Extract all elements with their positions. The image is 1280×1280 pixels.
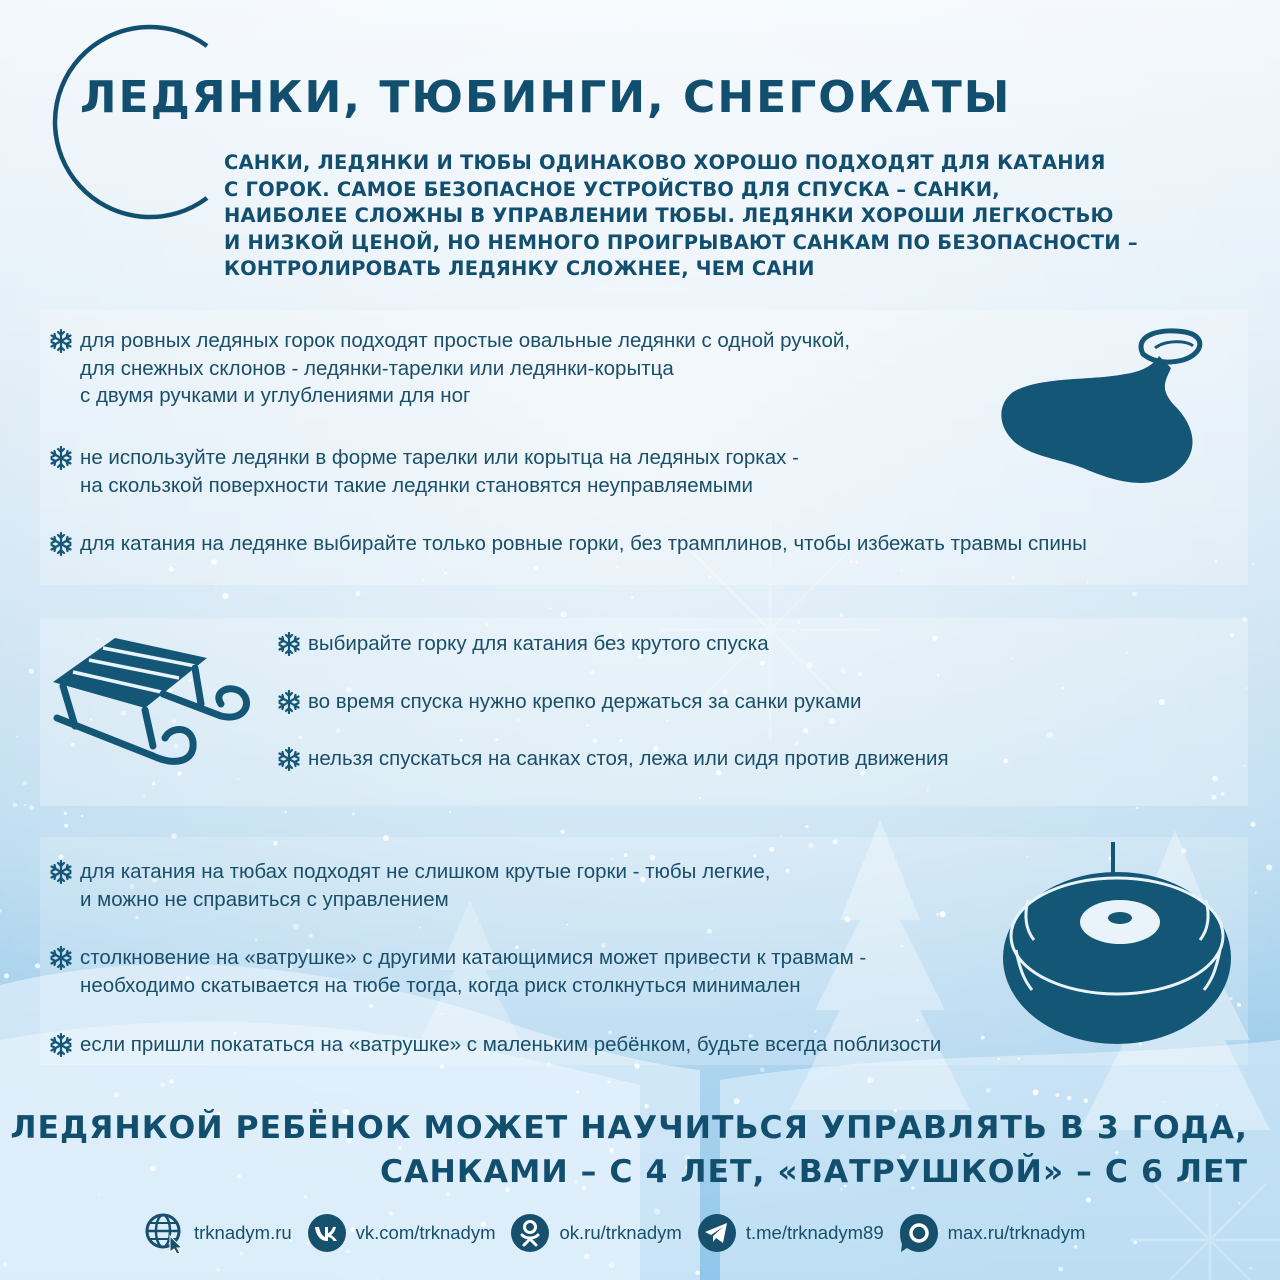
snow-tube-icon [1000,840,1235,1055]
snowflake-bullet-icon [48,859,74,885]
snow-particle [560,611,566,617]
vk-icon [306,1212,348,1254]
ice-tip-1: для ровных ледяных горок подходят простые овальные ледянки с одной ручкой, для снежных склонов - ледянки-тарелки или ледянки-корытца с двумя ручками и углублениями для ног [48,327,850,410]
snow-particle [216,1268,220,1272]
snow-particle [30,806,34,810]
snow-particle [1055,1093,1059,1097]
snow-particle [352,812,355,815]
snow-particle [1058,1266,1063,1271]
snowflake-bullet-icon [276,746,302,772]
snow-particle [631,596,634,599]
snow-particle [114,1092,119,1097]
snow-particle [1132,592,1137,597]
snow-particle [867,1077,873,1083]
tube-tip-2: столкновение на «ватрушке» с другими катающимися может привести к травмам - необходимо скатывается на тюбе тогда, когда риск столкнуться минимален [48,944,866,999]
link-telegram[interactable]: t.me/trknadym89 [696,1212,884,1254]
intro-paragraph: САНКИ, ЛЕДЯНКИ И ТЮБЫ ОДИНАКОВО ХОРОШО ПОДХОДЯТ ДЛЯ КАТАНИЯ С ГОРОК. САМОЕ БЕЗОПАСНОЕ УСТРОЙСТВО ДЛЯ СПУСКА – САНКИ, НАИБОЛЕЕ СЛОЖНЫ В УПРАВЛЕНИИ ТЮБЫ. ЛЕДЯНКИ ХОРОШИ ЛЕГКОСТЬЮ И НИЗКОЙ ЦЕНОЙ, НО НЕМНОГО ПРОИГРЫВАЮТ САНКАМ ПО БЕЗОПАСНОСТИ – КОНТРОЛИРОВАТЬ ЛЕДЯНКУ СЛОЖНЕЕ, ЧЕМ САНИ [224,151,1138,280]
snow-particle [1136,807,1139,810]
snow-particle [695,1271,700,1276]
sled-icon [45,634,255,776]
snow-particle [81,815,84,818]
snow-particle [576,1090,579,1093]
snow-particle [169,1079,173,1083]
snow-particle [1033,1089,1039,1095]
snow-particle [561,830,565,834]
link-ok[interactable]: ok.ru/trknadym [509,1212,681,1254]
snowflake-bullet-icon [276,689,302,715]
snow-particle [734,1098,740,1104]
snow-particle [64,812,67,815]
snowflake-bullet-icon [48,445,74,471]
telegram-icon [696,1212,738,1254]
snow-particle [760,1068,764,1072]
snow-particle [986,1088,991,1093]
snowflake-bullet-icon [48,531,74,557]
snow-particle [1255,892,1257,894]
footer-age-note: ЛЕДЯНКОЙ РЕБЁНОК МОЖЕТ НАУЧИТЬСЯ УПРАВЛЯТЬ В 3 ГОДА, САНКАМИ – С 4 ЛЕТ, «ВАТРУШКОЙ» – С 6 ЛЕТ [10,1110,1248,1190]
snow-particle [64,824,68,828]
snow-particle [449,811,451,813]
snow-particle [304,1195,308,1199]
snow-particle [284,811,287,814]
snow-particle [840,613,844,617]
snow-particle [440,1065,444,1069]
snow-particle [3,1262,8,1267]
snow-particle [584,1253,590,1259]
snow-particle [1249,1267,1252,1270]
tube-tip-3: если пришли покататься на «ватрушке» с маленьким ребёнком, будьте всегда поблизости [48,1031,941,1059]
snowflake-bullet-icon [48,328,74,354]
page-title: ЛЕДЯНКИ, ТЮБИНГИ, СНЕГОКАТЫ [80,72,1012,123]
snowflake-bullet-icon [48,945,74,971]
snow-particle [1084,1099,1088,1103]
ice-tip-3: для катания на ледянке выбирайте только ровные горки, без трамплинов, чтобы избежать травмы спины [48,530,1087,558]
snow-particle [1134,1241,1137,1244]
snow-particle [549,607,551,609]
snow-particle [1238,1202,1241,1205]
ice-tip-2: не используйте ледянки в форме тарелки или корытца на ледяных горках - на скользкой поверхности такие ледянки становятся неуправляемыми [48,444,799,499]
snow-particle [1251,822,1256,827]
social-links [144,1212,1099,1254]
snow-particle [160,1082,166,1088]
snow-particle [1266,864,1272,870]
snow-particle [215,586,217,588]
snow-particle [1067,1096,1072,1101]
link-website[interactable]: trknadym.ru [144,1212,292,1254]
tube-tip-1: для катания на тюбах подходят не слишком крутые горки - тюбы легкие, и можно не справиться с управлением [48,858,770,913]
snow-particle [16,736,18,738]
snow-particle [29,669,34,674]
max-icon [898,1212,940,1254]
snowflake-bullet-icon [276,631,302,657]
snow-particle [1252,563,1254,565]
web-cursor-icon [144,1212,186,1254]
sled-tip-3: нельзя спускаться на санках стоя, лежа или сидя против движения [276,745,949,773]
snowflake-bullet-icon [48,1032,74,1058]
snow-particle [1086,1197,1091,1202]
snow-particle [222,593,228,599]
ice-sled-icon [995,326,1210,491]
sled-tip-2: во время спуска нужно крепко держаться за санки руками [276,688,862,716]
snow-particle [4,973,9,978]
snow-particle [22,781,27,786]
snow-particle [24,804,26,806]
snow-particle [12,803,17,808]
ok-icon [509,1212,551,1254]
link-max[interactable]: max.ru/trknadym [898,1212,1086,1254]
snow-particle [315,1102,317,1104]
sled-tip-1: выбирайте горку для катания без крутого спуска [276,630,769,658]
link-vk[interactable]: vk.com/trknadym [306,1212,496,1254]
snow-particle [355,591,360,596]
snow-particle [1163,1101,1165,1103]
snow-particle [607,1081,610,1084]
snow-particle [806,825,809,828]
snow-particle [609,1262,615,1268]
